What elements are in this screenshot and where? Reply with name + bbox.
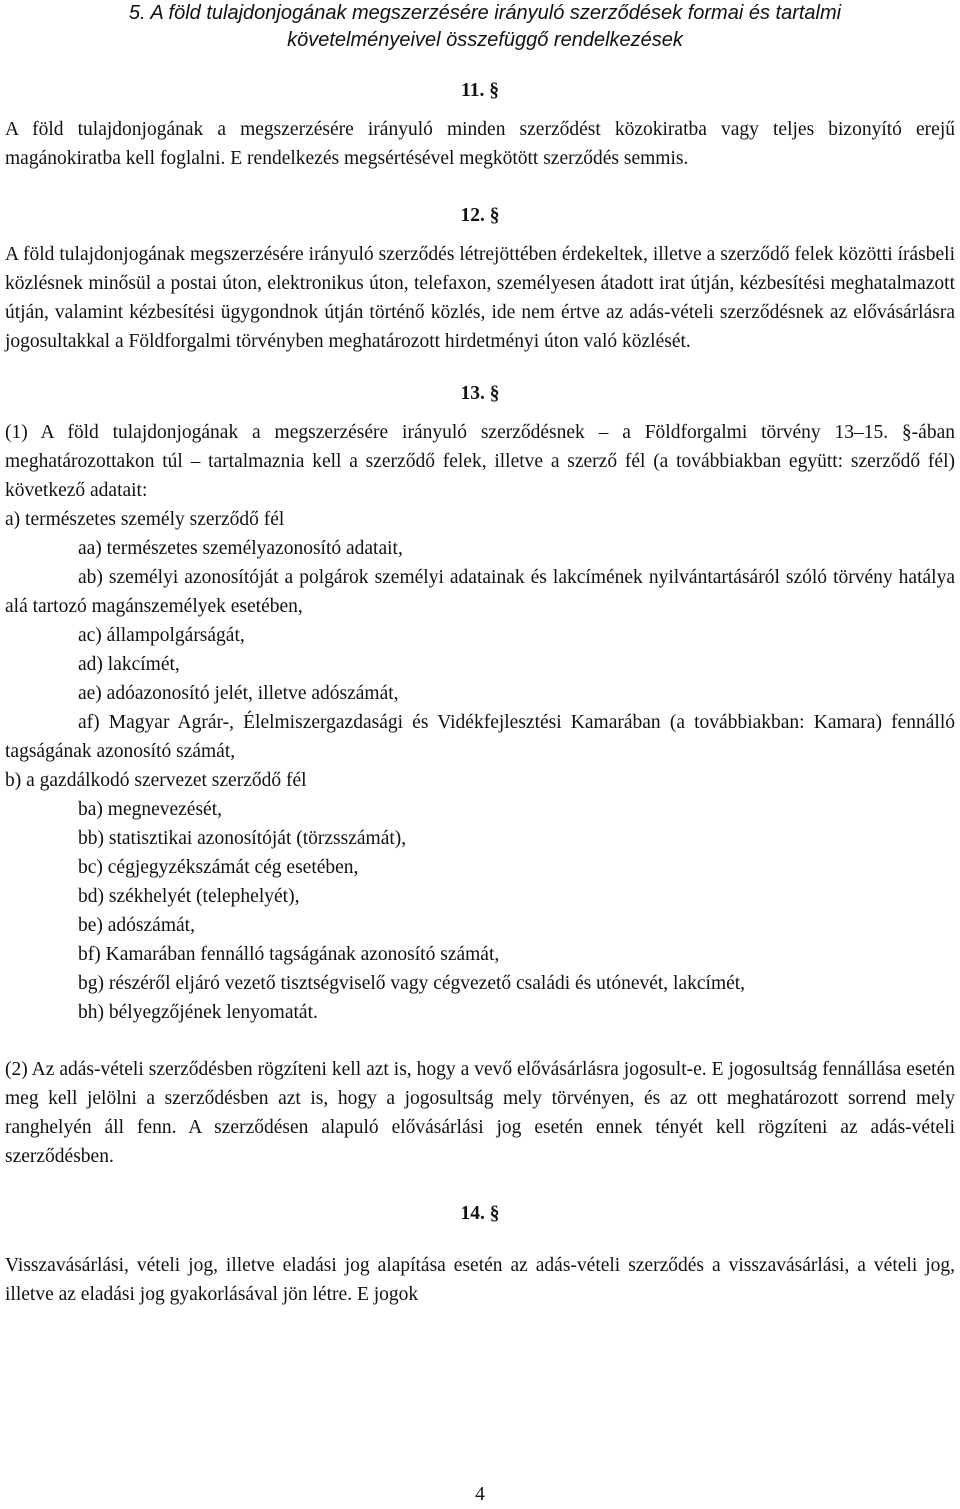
list-item-be: be) adószámát, bbox=[78, 915, 195, 936]
chapter-heading-line-1: 5. A föld tulajdonjogának megszerzésére irányuló szerződések formai és tartalmi bbox=[128, 2, 842, 24]
list-item-bc: bc) cégjegyzékszámát cég esetében, bbox=[78, 857, 359, 878]
section-14-text: Visszavásárlási, vételi jog, illetve eladási jog alapítása esetén az adás-vételi szerződés a visszavásárlási, a vételi jog, illetve az eladási jog gyakorlásával jön létre. E jogok bbox=[5, 1255, 955, 1305]
page-number: 4 bbox=[475, 1484, 485, 1505]
section-12-text: A föld tulajdonjogának megszerzésére irányuló szerződés létrejöttében érdekeltek, illetve a szerződő felek közötti írásbeli közlésnek minősül a postai úton, elektronikus úton, telefaxon, személyesen átadott irat útján, kézbesítési meghatalmazott útján, valamint kézbesítési ügygondnok útján történő közlés, ide nem értve az adás-vételi szerződésnek az elővásárlásra jogosultakkal a Földforgalmi törvényben meghatározott hirdetményi úton való közlését. bbox=[5, 244, 955, 352]
section-13-paragraph-2: (2) Az adás-vételi szerződésben rögzíteni kell azt is, hogy a vevő elővásárlásra jogosult-e. E jogosultság fennállása esetén meg kell jelölni a szerződésben azt is, hogy a jogosultság mely törvényen, és az ott meghatározott sorrend mely ranghelyén áll fenn. A szerződésen alapuló elővásárlási jog esetén ennek tényét kell rögzíteni az adás-vételi szerződésben. bbox=[5, 1059, 955, 1167]
list-item-bg: bg) részéről eljáró vezető tisztségviselő vagy cégvezető családi és utónevét, lakcímét, bbox=[78, 973, 746, 994]
list-item-aa: aa) természetes személyazonosító adatait, bbox=[78, 538, 403, 559]
list-item-a: a) természetes személy szerződő fél bbox=[5, 509, 285, 530]
list-item-ab: ab) személyi azonosítóját a polgárok személyi adatainak és lakcímének nyilvántartásáról szóló törvény hatálya alá tartozó magánszemélyek esetében, bbox=[5, 567, 955, 617]
section-13-number: 13. § bbox=[460, 383, 500, 404]
section-12-number: 12. § bbox=[460, 205, 500, 226]
list-item-bh: bh) bélyegzőjének lenyomatát. bbox=[78, 1002, 318, 1023]
list-item-bf: bf) Kamarában fennálló tagságának azonosító számát, bbox=[78, 944, 500, 965]
list-item-ac: ac) állampolgárságát, bbox=[78, 625, 245, 646]
list-item-ad: ad) lakcímét, bbox=[78, 654, 180, 675]
list-item-bd: bd) székhelyét (telephelyét), bbox=[78, 886, 300, 907]
list-item-af: af) Magyar Agrár-, Élelmiszergazdasági és Vidékfejlesztési Kamarában (a továbbiakban: Kamara) fennálló tagságának azonosító számát, bbox=[5, 712, 955, 762]
list-item-bb: bb) statisztikai azonosítóját (törzsszámát), bbox=[78, 828, 407, 849]
section-14-number: 14. § bbox=[460, 1203, 500, 1224]
list-item-ae: ae) adóazonosító jelét, illetve adószámát, bbox=[78, 683, 399, 704]
chapter-heading bbox=[5, 0, 955, 54]
section-11-text: A föld tulajdonjogának a megszerzésére irányuló minden szerződést közokiratba vagy teljes bizonyító erejű magánokiratba kell foglalni. E rendelkezés megsértésével megkötött szerződés semmis. bbox=[5, 119, 955, 169]
section-11-number: 11. § bbox=[461, 80, 499, 101]
list-item-b: b) a gazdálkodó szervezet szerződő fél bbox=[5, 770, 307, 791]
list-item-ba: ba) megnevezését, bbox=[78, 799, 223, 820]
chapter-heading-line-2: követelményeivel összefüggő rendelkezések bbox=[287, 29, 683, 51]
section-13-paragraph-1: (1) A föld tulajdonjogának a megszerzésére irányuló szerződésnek – a Földforgalmi törvény 13–15. §-ában meghatározottakon túl – tartalmaznia kell a szerződő felek, illetve a szerző fél (a továbbiakban együtt: szerződő fél) következő adatait: bbox=[5, 422, 955, 501]
document-page bbox=[5, 0, 955, 1309]
